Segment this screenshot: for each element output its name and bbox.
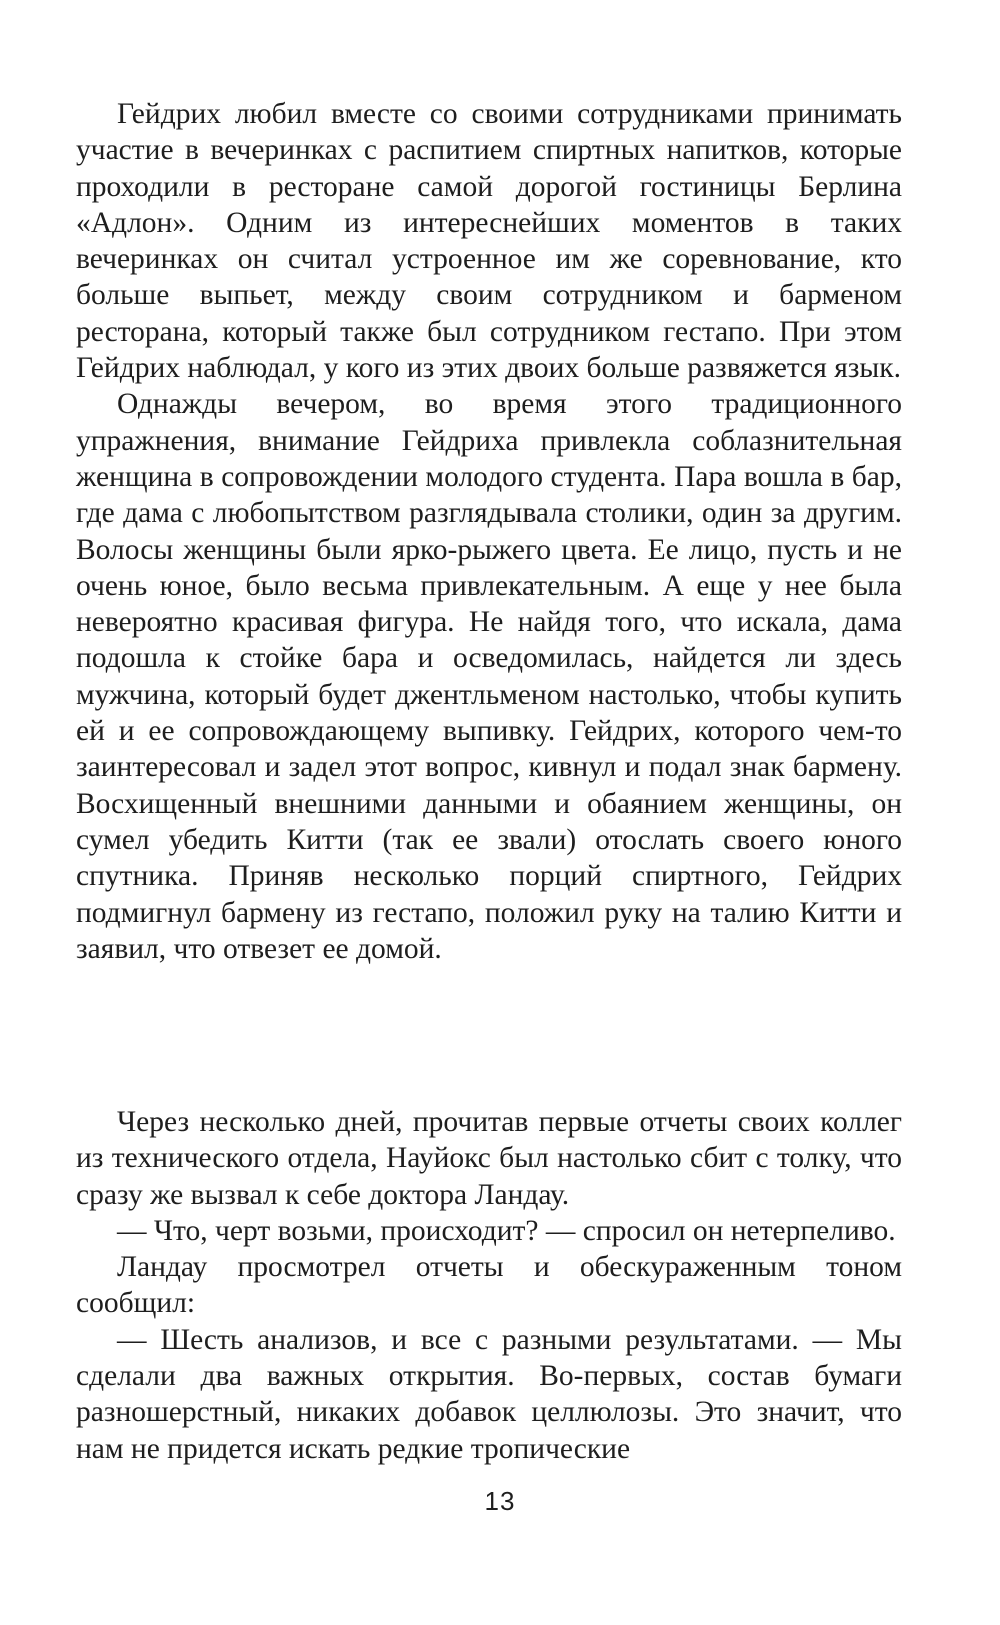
paragraph-reports: Через несколько дней, прочитав первые отчеты своих коллег из технического отдела, Науйокс был настолько сбит с толку, что сразу же вызвал к себе доктора Ландау. xyxy=(76,1106,902,1211)
dialogue-answer: — Шесть анализов, и все с разными результатами. — Мы сделали два важных открытия. Во-первых, состав бумаги разношерстный, никаких добавок целлюлозы. Это значит, что нам не придется искать редкие тропические xyxy=(76,1323,902,1465)
paragraph-landau-reviews: Ландау просмотрел отчеты и обескураженным тоном сообщил: xyxy=(76,1251,902,1320)
paragraph-kitty-encounter: Однажды вечером, во время этого традиционного упражнения, внимание Гейдриха привлекла соблазнительная женщина в сопровождении молодого студента. Пара вошла в бар, где дама с любопытством разглядывала столики, один за другим. Волосы женщины были ярко-рыжего цвета. Ее лицо, пусть и не очень юное, было весьма привлекательным. А еще у нее была невероятно красивая фигура. Не найдя того, что искала, дама подошла к стойке бара и осведомилась, найдется ли здесь мужчина, который будет джентльменом настолько, чтобы купить ей и ее сопровождающему выпивку. Гейдрих, которого чем-то заинтересовал и задел этот вопрос, кивнул и подал знак бармену. Восхищенный внешними данными и обаянием женщины, он сумел убедить Китти (так ее звали) отослать своего юного спутника. Приняв несколько порций спиртного, Гейдрих подмигнул бармену из гестапо, положил руку на талию Китти и заявил, что отвезет ее домой. xyxy=(76,388,902,965)
section-two xyxy=(76,1104,902,1467)
page-number: 13 xyxy=(484,1486,516,1516)
paragraph-heydrich-parties: Гейдрих любил вместе со своими сотрудниками принимать участие в вечеринках с распитием спиртных напитков, которые проходили в ресторане самой дорогой гостиницы Берлина «Адлон». Одним из интереснейших моментов в таких вечеринках он считал устроенное им же соревнование, кто больше выпьет, между своим сотрудником и барменом ресторана, который также был сотрудником гестапо. При этом Гейдрих наблюдал, у кого из этих двоих больше развяжется язык. xyxy=(76,98,902,385)
dialogue-question: — Что, черт возьми, происходит? — спросил он нетерпеливо. xyxy=(117,1214,896,1247)
section-one xyxy=(76,96,902,967)
